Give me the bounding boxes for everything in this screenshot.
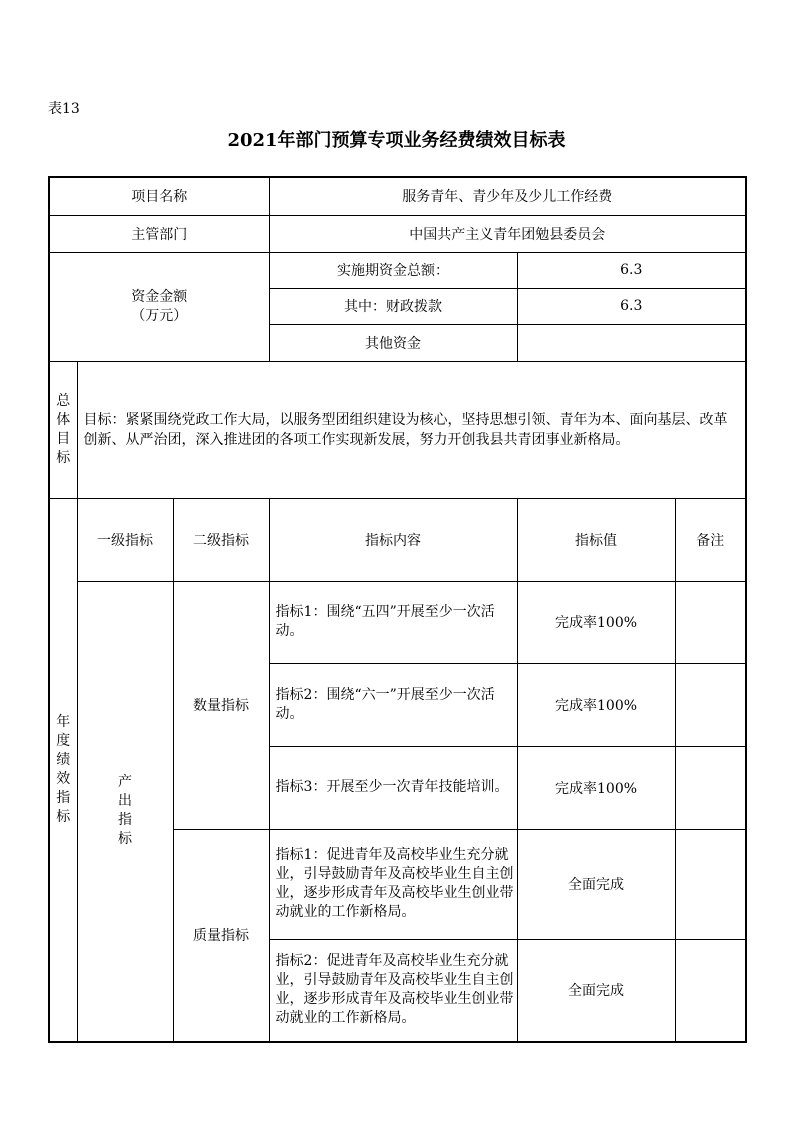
overall-goal-text: 目标：紧紧围绕党政工作大局，以服务型团组织建设为核心，坚持思想引领、青年为本、面向基层、改革创新、从严治团，深入推进团的各项工作实现新发展，努力开创我县共青团事业新格局。 xyxy=(77,361,746,498)
indicator-content: 指标1：促进青年及高校毕业生充分就业，引导鼓励青年及高校毕业生自主创业，逐步形成青年及高校毕业生创业带动就业的工作新格局。 xyxy=(269,829,517,939)
funds-other-label: 其他资金 xyxy=(269,324,517,361)
overall-goal-label xyxy=(49,361,77,498)
indicator-note xyxy=(675,663,746,746)
funds-fiscal-label: 其中：财政拨款 xyxy=(269,288,517,324)
indicator-value: 全面完成 xyxy=(517,939,675,1042)
performance-table xyxy=(48,176,747,1043)
annual-goal-label-char: 标 xyxy=(56,808,71,825)
funds-total-label: 实施期资金总额： xyxy=(269,252,517,288)
output-indicator-char: 出 xyxy=(118,793,132,810)
annual-goal-label xyxy=(49,498,77,1042)
overall-goal-label-char: 目 xyxy=(56,430,71,447)
indicator-note xyxy=(675,746,746,829)
indicator-value: 完成率100% xyxy=(517,746,675,829)
funds-label-line2: （万元） xyxy=(131,307,188,324)
funds-fiscal-value: 6.3 xyxy=(517,288,746,324)
annual-goal-label-char: 指 xyxy=(56,789,71,806)
overall-goal-label-char: 标 xyxy=(56,449,71,466)
overall-goal-label-char: 总 xyxy=(56,392,71,409)
annual-header-row xyxy=(49,498,746,581)
indicator-content: 指标1：围绕“五四”开展至少一次活动。 xyxy=(269,581,517,663)
quantity-indicator-label: 数量指标 xyxy=(173,581,269,829)
header-value: 指标值 xyxy=(517,498,675,581)
dept-label: 主管部门 xyxy=(49,215,269,252)
funds-label xyxy=(49,252,269,361)
funds-total-value: 6.3 xyxy=(517,252,746,288)
header-note: 备注 xyxy=(675,498,746,581)
output-indicator-char: 标 xyxy=(118,831,132,848)
table-number: 表13 xyxy=(48,101,80,117)
funds-other-value xyxy=(517,324,746,361)
table-row xyxy=(49,581,746,663)
indicator-note xyxy=(675,939,746,1042)
overall-goal-row xyxy=(49,361,746,498)
indicator-value: 完成率100% xyxy=(517,663,675,746)
dept-value: 中国共产主义青年团勉县委员会 xyxy=(269,215,746,252)
funds-label-line1: 资金金额 xyxy=(131,288,188,305)
overall-goal-label-char: 体 xyxy=(56,411,71,428)
funds-total-row xyxy=(49,252,746,288)
indicator-value: 全面完成 xyxy=(517,829,675,939)
indicator-content: 指标2：围绕“六一”开展至少一次活动。 xyxy=(269,663,517,746)
project-name-label: 项目名称 xyxy=(49,177,269,215)
header-content: 指标内容 xyxy=(269,498,517,581)
annual-goal-label-char: 效 xyxy=(56,770,71,787)
page-title: 2021年部门预算专项业务经费绩效目标表 xyxy=(227,130,566,151)
quality-indicator-label: 质量指标 xyxy=(173,829,269,1042)
output-indicator-char: 指 xyxy=(118,812,132,829)
annual-goal-label-char: 绩 xyxy=(56,751,71,768)
indicator-note xyxy=(675,829,746,939)
annual-goal-label-char: 年 xyxy=(56,713,71,730)
indicator-value: 完成率100% xyxy=(517,581,675,663)
output-indicator-char: 产 xyxy=(118,774,132,791)
header-level2: 二级指标 xyxy=(173,498,269,581)
dept-row xyxy=(49,215,746,252)
project-name-row xyxy=(49,177,746,215)
project-name-value: 服务青年、青少年及少儿工作经费 xyxy=(269,177,746,215)
header-level1: 一级指标 xyxy=(77,498,173,581)
annual-goal-label-char: 度 xyxy=(56,732,71,749)
indicator-content: 指标3：开展至少一次青年技能培训。 xyxy=(269,746,517,829)
output-indicator-label xyxy=(77,581,173,1042)
indicator-note xyxy=(675,581,746,663)
indicator-content: 指标2：促进青年及高校毕业生充分就业，引导鼓励青年及高校毕业生自主创业，逐步形成青年及高校毕业生创业带动就业的工作新格局。 xyxy=(269,939,517,1042)
